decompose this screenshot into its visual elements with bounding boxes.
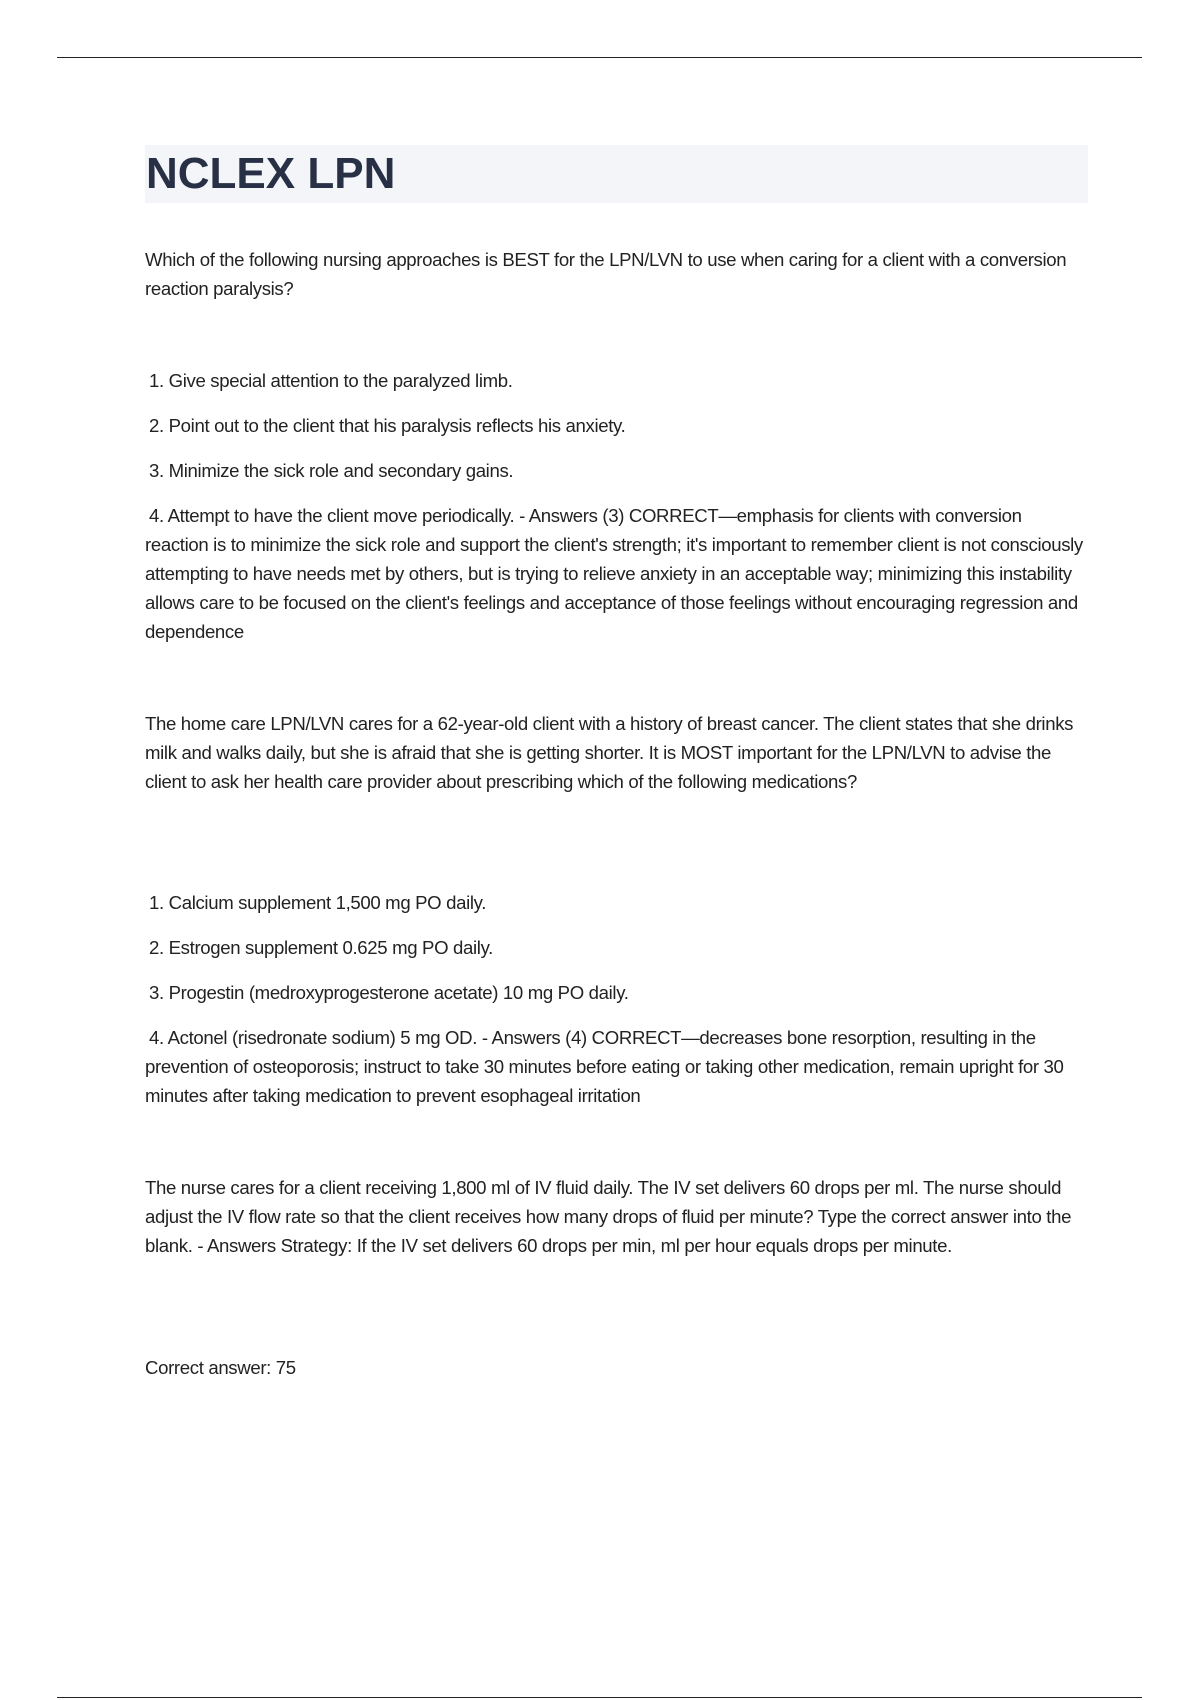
question-1-option-3: 3. Minimize the sick role and secondary gains.: [149, 460, 514, 481]
question-2-option-3: 3. Progestin (medroxyprogesterone acetate) 10 mg PO daily.: [149, 982, 629, 1003]
question-2-option-1: 1. Calcium supplement 1,500 mg PO daily.: [149, 892, 487, 913]
top-rule: [57, 57, 1142, 58]
question-2-option-2: 2. Estrogen supplement 0.625 mg PO daily.: [149, 937, 493, 958]
bottom-rule: [57, 1697, 1142, 1698]
question-1-option-4-answer: 4. Attempt to have the client move periodically. - Answers (3) CORRECT—emphasis for clients with conversion reaction is to minimize the sick role and support the client's strength; it's important to remember client is not consciously attempting to have needs met by others, but is trying to relieve anxiety in an acceptable way; minimizing this instability allows care to be focused on the client's feelings and acceptance of those feelings without encouraging regression and dependence: [145, 505, 1083, 642]
question-3-answer: Correct answer: 75: [145, 1357, 296, 1378]
question-2-option-4-answer: 4. Actonel (risedronate sodium) 5 mg OD. - Answers (4) CORRECT—decreases bone resorption, resulting in the prevention of osteoporosis; instruct to take 30 minutes before eating or taking other medication, remain upright for 30 minutes after taking medication to prevent esophageal irritation: [145, 1027, 1064, 1106]
question-1-option-2: 2. Point out to the client that his paralysis reflects his anxiety.: [149, 415, 626, 436]
question-2-stem: The home care LPN/LVN cares for a 62-year-old client with a history of breast cancer. The client states that she drinks milk and walks daily, but she is afraid that she is getting shorter. It is MOST important for the LPN/LVN to advise the client to ask her health care provider about prescribing which of the following medications?: [145, 713, 1074, 792]
question-1-stem: Which of the following nursing approaches is BEST for the LPN/LVN to use when caring for a client with a conversion reaction paralysis?: [145, 249, 1067, 299]
question-3-stem: The nurse cares for a client receiving 1,800 ml of IV fluid daily. The IV set delivers 60 drops per ml. The nurse should adjust the IV flow rate so that the client receives how many drops of fluid per minute? Type the correct answer into the blank. - Answers Strategy: If the IV set delivers 60 drops per min, ml per hour equals drops per minute.: [145, 1177, 1072, 1256]
question-1-option-1: 1. Give special attention to the paralyzed limb.: [149, 370, 513, 391]
page-title: NCLEX LPN: [146, 149, 396, 198]
